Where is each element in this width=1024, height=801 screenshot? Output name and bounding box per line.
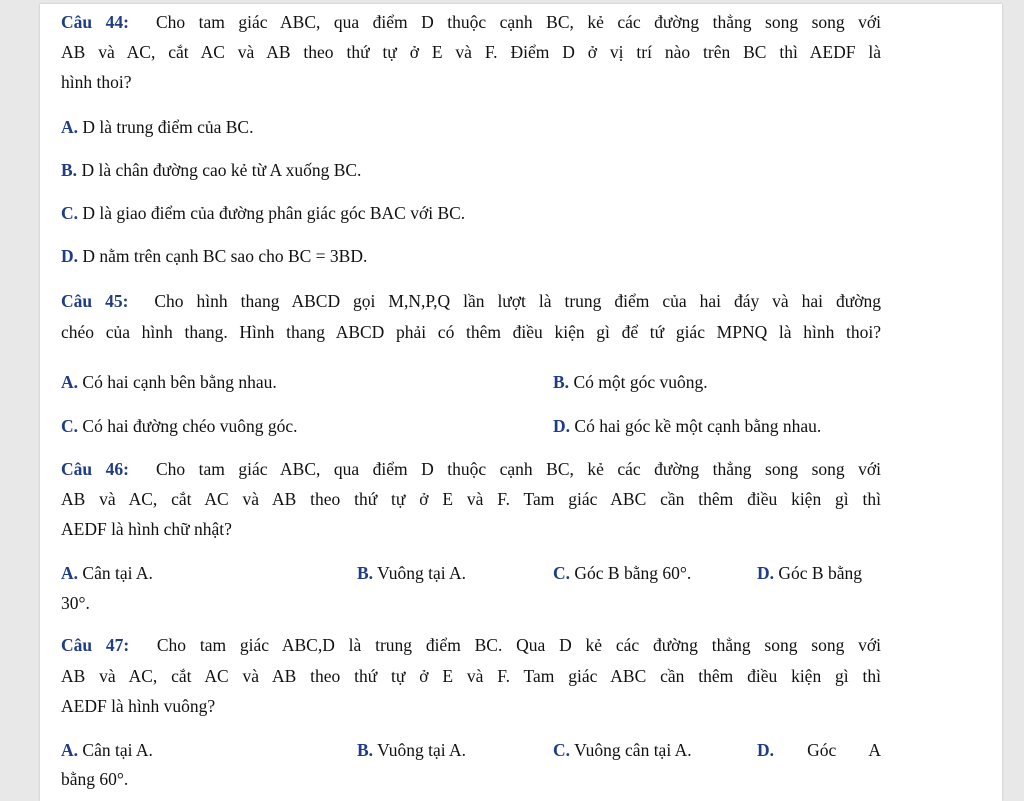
option-key: C. — [61, 203, 79, 223]
q47-option-b — [357, 740, 466, 761]
option-text: Góc A — [807, 740, 881, 760]
option-text: Vuông tại A. — [377, 740, 467, 760]
q46-option-d — [757, 563, 862, 584]
q44-text1: Cho tam giác ABC, qua điểm D thuộc cạnh BC, kẻ các đường thẳng song song với — [155, 12, 882, 32]
option-text: D nằm trên cạnh BC sao cho BC = 3BD. — [82, 246, 368, 266]
option-text: Cân tại A. — [82, 563, 153, 583]
option-text: Góc B bằng — [778, 563, 862, 583]
option-text: Có một góc vuông. — [573, 372, 708, 392]
q46-text1: Cho tam giác ABC, qua điểm D thuộc cạnh BC, kẻ các đường thẳng song song với — [155, 459, 882, 479]
q45-label: Câu 45: — [61, 291, 129, 311]
q46-option-d-cont: 30°. — [61, 593, 90, 613]
q47-text1: Cho tam giác ABC,D là trung điểm BC. Qua D kẻ các đường thẳng song song với — [156, 635, 882, 655]
q45-line2: chéo của hình thang. Hình thang ABCD phải có thêm điều kiện gì để tứ giác MPNQ là hình thoi? — [61, 322, 881, 342]
q46-line3: AEDF là hình chữ nhật? — [61, 519, 232, 539]
option-text: Cân tại A. — [82, 740, 153, 760]
option-key: C. — [553, 740, 571, 760]
option-text: Có hai đường chéo vuông góc. — [82, 416, 298, 436]
option-key: D. — [61, 246, 79, 266]
document-page — [40, 4, 1002, 801]
q46-line1 — [61, 459, 881, 480]
q44-option-b — [61, 160, 361, 181]
q45-option-a — [61, 372, 277, 393]
q44-line1 — [61, 12, 881, 33]
q47-option-a — [61, 740, 153, 761]
option-text: Vuông tại A. — [377, 563, 467, 583]
option-key: D. — [757, 563, 775, 583]
option-key: A. — [61, 740, 79, 760]
q44-option-d — [61, 246, 367, 267]
option-text: Góc B bằng 60°. — [574, 563, 692, 583]
q47-option-d — [757, 740, 881, 761]
option-key: B. — [357, 563, 374, 583]
option-key: B. — [61, 160, 78, 180]
option-key: C. — [61, 416, 79, 436]
q47-line2: AB và AC, cắt AC và AB theo thứ tự ở E và F. Tam giác ABC cần thêm điều kiện gì thì — [61, 666, 881, 686]
q47-option-c — [553, 740, 692, 761]
option-key: D. — [553, 416, 571, 436]
option-text: Có hai góc kề một cạnh bằng nhau. — [574, 416, 822, 436]
q45-line1 — [61, 291, 881, 312]
q46-option-b — [357, 563, 466, 584]
q46-option-a — [61, 563, 153, 584]
q47-line1 — [61, 635, 881, 656]
q46-line2: AB và AC, cắt AC và AB theo thứ tự ở E và F. Tam giác ABC cần thêm điều kiện gì thì — [61, 489, 881, 509]
option-key: C. — [553, 563, 571, 583]
option-key: A. — [61, 372, 79, 392]
option-text: D là chân đường cao kẻ từ A xuống BC. — [81, 160, 362, 180]
option-key: A. — [61, 563, 79, 583]
q46-label: Câu 46: — [61, 459, 129, 479]
option-text: Có hai cạnh bên bằng nhau. — [82, 372, 277, 392]
option-key: B. — [553, 372, 570, 392]
option-key: B. — [357, 740, 374, 760]
q47-label: Câu 47: — [61, 635, 130, 655]
q46-option-c — [553, 563, 691, 584]
q45-option-b — [553, 372, 708, 393]
q47-line3: AEDF là hình vuông? — [61, 696, 216, 716]
q44-label: Câu 44: — [61, 12, 129, 32]
q44-option-a — [61, 117, 253, 138]
option-text: Vuông cân tại A. — [574, 740, 692, 760]
q44-line2: AB và AC, cắt AC và AB theo thứ tự ở E và F. Điểm D ở vị trí nào trên BC thì AEDF là — [61, 42, 881, 62]
option-text: D là giao điểm của đường phân giác góc BAC với BC. — [82, 203, 466, 223]
q44-option-c — [61, 203, 465, 224]
q44-line3: hình thoi? — [61, 72, 132, 92]
option-key: D. — [757, 740, 775, 760]
option-text: D là trung điểm của BC. — [82, 117, 254, 137]
q47-option-d-cont: bằng 60°. — [61, 769, 129, 789]
option-key: A. — [61, 117, 79, 137]
q45-option-c — [61, 416, 297, 437]
q45-option-d — [553, 416, 821, 437]
q45-text1: Cho hình thang ABCD gọi M,N,P,Q lần lượt là trung điểm của hai đáy và hai đường — [154, 291, 882, 311]
